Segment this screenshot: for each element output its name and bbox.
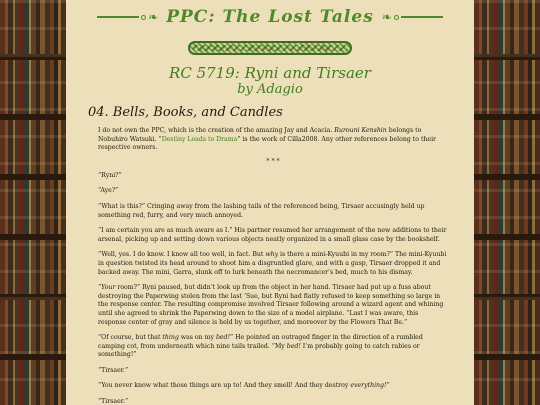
site-title[interactable]: PPC: The Lost Tales — [166, 7, 374, 27]
celtic-knot-divider-icon — [188, 41, 352, 55]
story-author[interactable]: by Adagio — [237, 82, 303, 97]
site-banner — [86, 6, 454, 28]
story-paragraph: “Tirsaer.” — [98, 366, 129, 374]
banner-flourish-left-icon: ❧ — [97, 11, 158, 23]
story-paragraph: “Well, yes. I do know. I know all too well, in fact. But why is there a mini-Kyuubi in my room?” The mini-Kyuubi in question twisted its head around to shoot him a disgruntled glare, and with a gasp, Tirsaer dropped it and backed away. The mini, Garra, slunk off to lurk beneath the necromancer’s bed, much to his dismay. — [98, 251, 447, 276]
story-paragraph: “Ryni?” — [98, 171, 122, 179]
story-paragraph: “Tirsaer.” — [98, 398, 129, 405]
story-paragraph: “You never know what those things are up to! And they smell! And they destroy everything!” — [98, 382, 390, 390]
destiny-leads-to-drama-link[interactable]: Destiny Leads to Drama — [161, 135, 238, 143]
story-paragraph: “Aye?” — [98, 187, 119, 195]
chapter-heading: 04. Bells, Books, and Candles — [88, 105, 283, 120]
bookshelf-border-left — [0, 0, 66, 405]
story-paragraph: “I am certain you are as much aware as I.” His partner resumed her arrangement of the new additions to their arsenal, picking up and setting down various objects neatly organized in a small glass case by the bookshelf. — [98, 227, 447, 243]
story-title: RC 5719: Ryni and Tirsaer — [169, 64, 371, 82]
disclaimer: I do not own the PPC, which is the creation of the amazing Jay and Acacia. Rurouni Kenshin belongs to Nobuhiro Watsuki. “Destiny Leads to Drama” is the work of Cilla2008. Any other references belong to their respective owners. — [98, 127, 437, 152]
story-paragraph: “Your room?” Ryni paused, but didn’t look up from the object in her hand. Tirsaer had put up a fuss about destroying the Paperwing stolen from the last ‘Sue, but Ryni had flatly refused to keep something so large in the response center. The resulting compromise involved Tirsaer following around a wizard agent and whining until she agreed to shrink the Paperwing down to the size of a model airplane. “Last I was aware, this response center of gray and silence is held by us together, and moreover by the Flowers That Be.” — [98, 284, 444, 326]
story-paragraph: “What is this?” Cringing away from the lashing tails of the referenced being, Tirsaer accusingly held up something red, furry, and very much annoyed. — [98, 202, 425, 219]
scene-separator: * * * — [266, 157, 280, 165]
story-body — [86, 127, 454, 405]
banner-flourish-right-icon: ❧ — [382, 11, 443, 23]
bookshelf-border-right — [474, 0, 540, 405]
story-page — [66, 0, 474, 405]
story-paragraph: “Of course, but that thing was on my bed!” He pointed an outraged finger in the direction of a rumbled camping cot, from underneath which nine tails trailed. “My bed! I’m probably going to catch rabies or something!” — [98, 334, 423, 359]
